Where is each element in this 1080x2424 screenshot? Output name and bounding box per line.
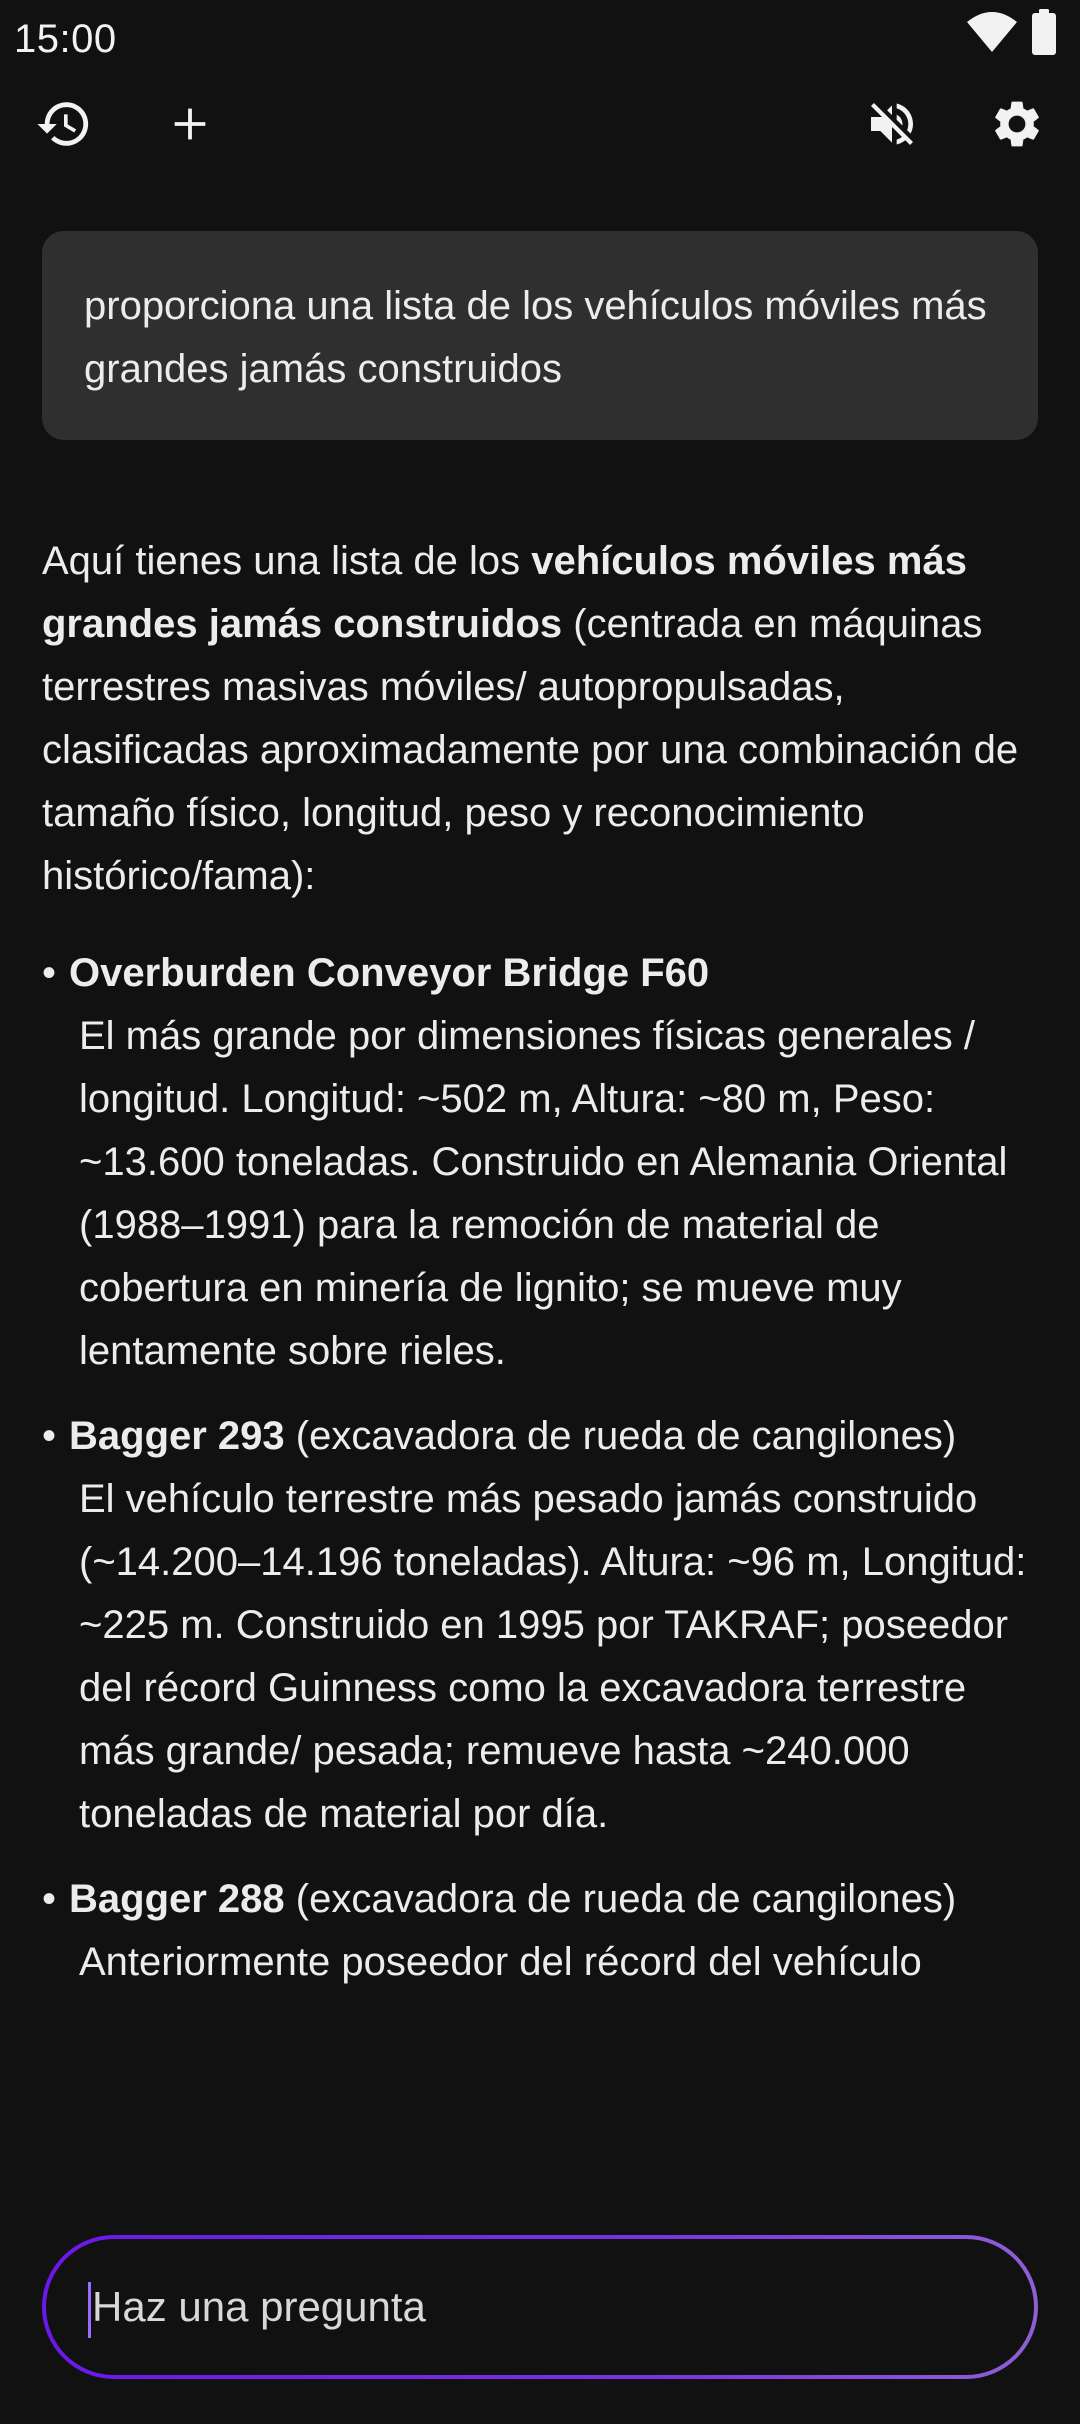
- mute-button[interactable]: [852, 86, 932, 166]
- list-item: [42, 1405, 1042, 1846]
- item-description: El vehículo terrestre más pesado jamás construido (~14.200–14.196 toneladas). Altura: ~96 m, Longitud: ~225 m. Construido en 1995 por TAKRAF; poseedor del récord Guinness como la excavadora terrestre más grande/ pesada; remueve hasta ~240.000 toneladas de material por día.: [79, 1477, 1027, 1836]
- intro-bold-text: vehículos móviles más grandes jamás construidos: [42, 539, 967, 646]
- status-time: 15:00: [14, 17, 117, 61]
- item-subtitle: (excavadora de rueda de cangilones): [284, 1414, 957, 1458]
- wifi-icon: [966, 10, 1018, 59]
- top-toolbar: [0, 86, 1080, 166]
- plus-icon: [167, 101, 213, 152]
- item-title: Bagger 288: [69, 1877, 285, 1921]
- bullet-dot: •: [42, 1414, 57, 1458]
- history-icon: [35, 95, 93, 158]
- response-intro: [42, 530, 1042, 908]
- assistant-response: [42, 530, 1042, 2170]
- ask-input[interactable]: [86, 2239, 972, 2375]
- history-button[interactable]: [24, 86, 104, 166]
- list-item: [42, 942, 1042, 1383]
- ask-input-container: [42, 2235, 1038, 2379]
- item-description: Anteriormente poseedor del récord del vehículo: [79, 1940, 922, 1984]
- status-icons: [966, 10, 1058, 58]
- item-subtitle: (excavadora de rueda de cangilones): [284, 1877, 957, 1921]
- item-title: Bagger 293: [69, 1414, 285, 1458]
- item-title: Overburden Conveyor Bridge F60: [69, 951, 710, 995]
- user-message-bubble: [42, 231, 1038, 440]
- ask-input-inner: [46, 2239, 1034, 2375]
- new-chat-button[interactable]: [150, 86, 230, 166]
- user-message-text: proporciona una lista de los vehículos móviles más grandes jamás construidos: [84, 284, 987, 391]
- battery-icon: [1030, 8, 1058, 61]
- bullet-dot: •: [42, 951, 57, 995]
- intro-text: Aquí tienes una lista de los: [42, 539, 532, 583]
- status-bar: [0, 0, 1080, 78]
- list-item: [42, 1868, 1042, 1994]
- settings-button[interactable]: [977, 86, 1057, 166]
- intro-suffix-text: (centrada en máquinas terrestres masivas móviles/ autopropulsadas, clasificadas aproximadamente por una combinación de tamaño físico, longitud, peso y reconocimiento histórico/fama):: [42, 602, 1019, 898]
- vehicle-list: [42, 942, 1042, 1994]
- item-description: El más grande por dimensiones físicas generales / longitud. Longitud: ~502 m, Altura: ~80 m, Peso: ~13.600 toneladas. Construido en Alemania Oriental (1988–1991) para la remoción de material de cobertura en minería de lignito; se mueve muy lentamente sobre rieles.: [79, 1014, 1008, 1373]
- bullet-dot: •: [42, 1877, 57, 1921]
- gear-icon: [989, 96, 1045, 157]
- volume-muted-icon: [864, 96, 920, 157]
